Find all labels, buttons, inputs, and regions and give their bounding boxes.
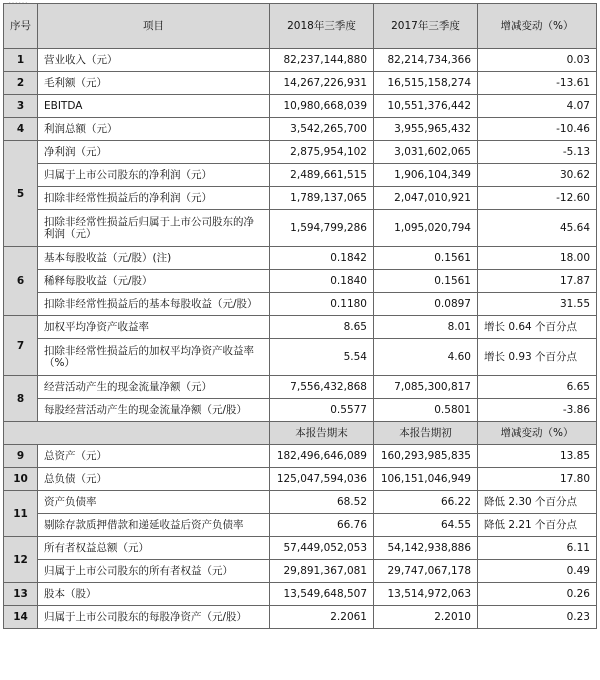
- sub-header-col3: 增减变动（%）: [478, 422, 597, 445]
- row-value-1: 2,489,661,515: [270, 164, 374, 187]
- row-change: 17.80: [478, 468, 597, 491]
- row-item: 归属于上市公司股东的净利润（元）: [38, 164, 270, 187]
- row-item: 归属于上市公司股东的所有者权益（元）: [38, 560, 270, 583]
- row-item: 扣除非经常性损益后的基本每股收益（元/股）: [38, 293, 270, 316]
- row-value-2: 64.55: [374, 514, 478, 537]
- table-row: [4, 247, 597, 270]
- row-seq: 1: [4, 49, 38, 72]
- row-change: 31.55: [478, 293, 597, 316]
- row-value-1: 29,891,367,081: [270, 560, 374, 583]
- row-item: 稀释每股收益（元/股）: [38, 270, 270, 293]
- row-item: 剔除存款质押借款和递延收益后资产负债率: [38, 514, 270, 537]
- header-seq: 序号: [4, 4, 38, 49]
- row-seq: 9: [4, 445, 38, 468]
- header-col1: 2018年三季度: [270, 4, 374, 49]
- table-row: [4, 270, 597, 293]
- row-value-2: 3,031,602,065: [374, 141, 478, 164]
- row-change: -5.13: [478, 141, 597, 164]
- row-value-1: 8.65: [270, 316, 374, 339]
- row-value-1: 57,449,052,053: [270, 537, 374, 560]
- row-seq: 3: [4, 95, 38, 118]
- table-row: [4, 293, 597, 316]
- sub-header-blank: [4, 422, 270, 445]
- row-change: -12.60: [478, 187, 597, 210]
- row-seq: 12: [4, 537, 38, 583]
- row-value-2: 16,515,158,274: [374, 72, 478, 95]
- table-row: [4, 468, 597, 491]
- row-change: 17.87: [478, 270, 597, 293]
- row-change: 13.85: [478, 445, 597, 468]
- row-seq: 2: [4, 72, 38, 95]
- row-change: 降低 2.30 个百分点: [478, 491, 597, 514]
- row-item: 资产负债率: [38, 491, 270, 514]
- row-value-2: 4.60: [374, 339, 478, 376]
- table-row: [4, 164, 597, 187]
- table-row: [4, 210, 597, 247]
- table-row: [4, 537, 597, 560]
- table-row: [4, 95, 597, 118]
- row-value-2: 7,085,300,817: [374, 376, 478, 399]
- row-change: 30.62: [478, 164, 597, 187]
- table-row: [4, 187, 597, 210]
- table-row: [4, 141, 597, 164]
- row-item: 股本（股）: [38, 583, 270, 606]
- row-value-2: 106,151,046,949: [374, 468, 478, 491]
- header-col3: 增减变动（%）: [478, 4, 597, 49]
- row-change: -13.61: [478, 72, 597, 95]
- header-item: 项目: [38, 4, 270, 49]
- row-item: 总资产（元）: [38, 445, 270, 468]
- row-value-1: 0.1842: [270, 247, 374, 270]
- row-change: -3.86: [478, 399, 597, 422]
- row-value-2: 2.2010: [374, 606, 478, 629]
- row-value-1: 5.54: [270, 339, 374, 376]
- row-change: 0.03: [478, 49, 597, 72]
- table-row: [4, 514, 597, 537]
- row-seq: 13: [4, 583, 38, 606]
- row-value-1: 2,875,954,102: [270, 141, 374, 164]
- row-item: 利润总额（元）: [38, 118, 270, 141]
- row-value-2: 0.0897: [374, 293, 478, 316]
- row-value-2: 160,293,985,835: [374, 445, 478, 468]
- row-value-1: 68.52: [270, 491, 374, 514]
- row-change: 18.00: [478, 247, 597, 270]
- row-change: 增长 0.64 个百分点: [478, 316, 597, 339]
- row-seq: 6: [4, 247, 38, 316]
- header-col2: 2017年三季度: [374, 4, 478, 49]
- row-item: 所有者权益总额（元）: [38, 537, 270, 560]
- row-value-1: 66.76: [270, 514, 374, 537]
- row-item: 扣除非经常性损益后的加权平均净资产收益率（%）: [38, 339, 270, 376]
- row-change: 降低 2.21 个百分点: [478, 514, 597, 537]
- row-value-1: 125,047,594,036: [270, 468, 374, 491]
- table-row: [4, 49, 597, 72]
- row-change: 0.26: [478, 583, 597, 606]
- row-value-2: 0.5801: [374, 399, 478, 422]
- row-item: 基本每股收益（元/股）(注): [38, 247, 270, 270]
- row-item: 扣除非经常性损益后的净利润（元）: [38, 187, 270, 210]
- table-row: [4, 491, 597, 514]
- row-item: 营业收入（元）: [38, 49, 270, 72]
- table-row: [4, 316, 597, 339]
- row-value-1: 0.5577: [270, 399, 374, 422]
- table-row: [4, 560, 597, 583]
- row-value-1: 3,542,265,700: [270, 118, 374, 141]
- row-change: 45.64: [478, 210, 597, 247]
- row-seq: 7: [4, 316, 38, 376]
- row-seq: 10: [4, 468, 38, 491]
- row-change: 0.23: [478, 606, 597, 629]
- row-value-2: 13,514,972,063: [374, 583, 478, 606]
- row-value-1: 82,237,144,880: [270, 49, 374, 72]
- row-seq: 8: [4, 376, 38, 422]
- row-value-1: 0.1180: [270, 293, 374, 316]
- row-item: 扣除非经常性损益后归属于上市公司股东的净利润（元）: [38, 210, 270, 247]
- row-value-1: 1,789,137,065: [270, 187, 374, 210]
- row-value-2: 82,214,734,366: [374, 49, 478, 72]
- table-row: [4, 118, 597, 141]
- table-row: [4, 72, 597, 95]
- row-value-2: 8.01: [374, 316, 478, 339]
- row-value-2: 54,142,938,886: [374, 537, 478, 560]
- row-value-2: 66.22: [374, 491, 478, 514]
- row-value-2: 1,095,020,794: [374, 210, 478, 247]
- row-seq: 5: [4, 141, 38, 247]
- row-item: 加权平均净资产收益率: [38, 316, 270, 339]
- row-item: 净利润（元）: [38, 141, 270, 164]
- row-item: 总负债（元）: [38, 468, 270, 491]
- table-row: [4, 399, 597, 422]
- row-value-1: 1,594,799,286: [270, 210, 374, 247]
- row-value-1: 10,980,668,039: [270, 95, 374, 118]
- row-value-2: 1,906,104,349: [374, 164, 478, 187]
- row-item: 经营活动产生的现金流量净额（元）: [38, 376, 270, 399]
- row-item: 毛利额（元）: [38, 72, 270, 95]
- table-header: [4, 4, 597, 49]
- row-value-2: 0.1561: [374, 247, 478, 270]
- row-change: 0.49: [478, 560, 597, 583]
- row-value-1: 182,496,646,089: [270, 445, 374, 468]
- table-row: [4, 583, 597, 606]
- table-row: [4, 445, 597, 468]
- row-item: EBITDA: [38, 95, 270, 118]
- table-row: [4, 376, 597, 399]
- row-item: 归属于上市公司股东的每股净资产（元/股）: [38, 606, 270, 629]
- table-row: [4, 606, 597, 629]
- row-change: 增长 0.93 个百分点: [478, 339, 597, 376]
- row-value-2: 2,047,010,921: [374, 187, 478, 210]
- row-seq: 4: [4, 118, 38, 141]
- financial-indicators-table: [3, 3, 597, 629]
- sub-header: [4, 422, 597, 445]
- row-change: 4.07: [478, 95, 597, 118]
- row-value-2: 3,955,965,432: [374, 118, 478, 141]
- table-row: [4, 339, 597, 376]
- row-value-2: 10,551,376,442: [374, 95, 478, 118]
- row-change: 6.11: [478, 537, 597, 560]
- row-value-2: 29,747,067,178: [374, 560, 478, 583]
- row-seq: 11: [4, 491, 38, 537]
- row-value-1: 14,267,226,931: [270, 72, 374, 95]
- row-value-2: 0.1561: [374, 270, 478, 293]
- sub-header-col2: 本报告期初: [374, 422, 478, 445]
- row-seq: 14: [4, 606, 38, 629]
- row-value-1: 2.2061: [270, 606, 374, 629]
- row-value-1: 0.1840: [270, 270, 374, 293]
- row-value-1: 7,556,432,868: [270, 376, 374, 399]
- sub-header-col1: 本报告期末: [270, 422, 374, 445]
- row-change: 6.65: [478, 376, 597, 399]
- row-value-1: 13,549,648,507: [270, 583, 374, 606]
- row-item: 每股经营活动产生的现金流量净额（元/股）: [38, 399, 270, 422]
- row-change: -10.46: [478, 118, 597, 141]
